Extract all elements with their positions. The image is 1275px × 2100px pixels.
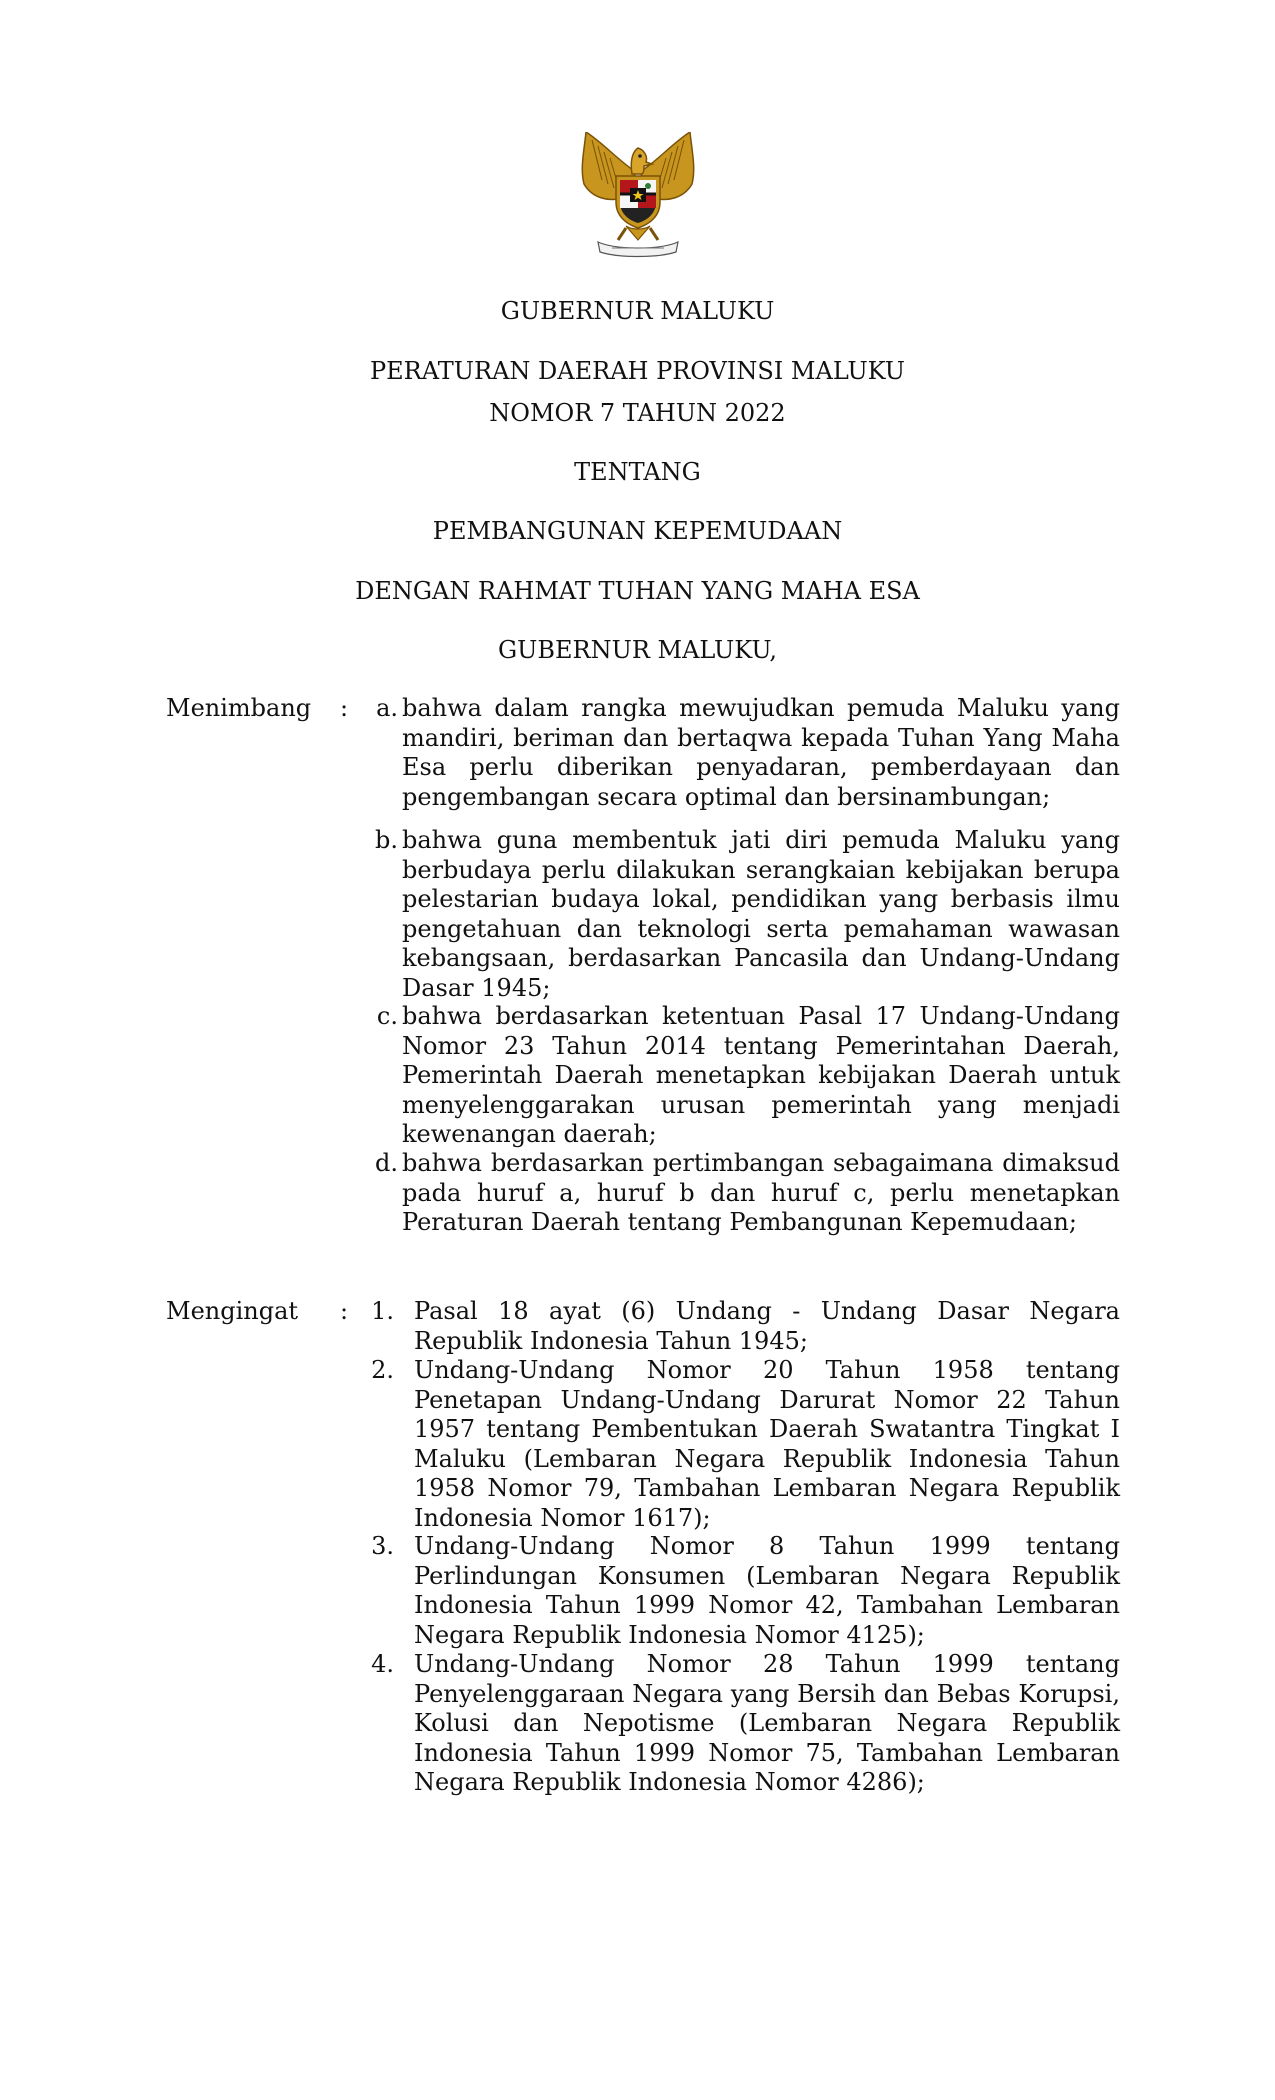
item-text: bahwa berdasarkan pertimbangan sebagaimana dimaksud pada huruf a, huruf b dan huruf c, perlu menetapkan Peraturan Daerah tentang Pembangunan Kepemudaan; <box>402 1149 1120 1236</box>
mengingat-colon: : <box>340 1297 349 1325</box>
item-marker: d. <box>375 1149 398 1177</box>
item-text: bahwa berdasarkan ketentuan Pasal 17 Undang-Undang Nomor 23 Tahun 2014 tentang Pemerintahan Daerah, Pemerintah Daerah menetapkan kebijakan Daerah untuk menyelenggarakan urusan pemerintah yang menjadi kewenangan daerah; <box>402 1002 1120 1148</box>
mengingat-label: Mengingat <box>166 1297 299 1325</box>
item-marker: 4. <box>371 1650 394 1678</box>
item-marker: 2. <box>371 1356 394 1384</box>
item-text: bahwa guna membentuk jati diri pemuda Maluku yang berbudaya perlu dilakukan serangkaian kebijakan berupa pelestarian budaya lokal, pendidikan yang berbasis ilmu pengetahuan dan teknologi serta pemahaman wawasan kebangsaan, berdasarkan Pancasila dan Undang-Undang Dasar 1945; <box>402 826 1120 1002</box>
item-text: Undang-Undang Nomor 28 Tahun 1999 tentang Penyelenggaraan Negara yang Bersih dan Bebas Korupsi, Kolusi dan Nepotisme (Lembaran Negara Republik Indonesia Tahun 1999 Nomor 75, Tambahan Lembaran Negara Republik Indonesia Nomor 4286); <box>414 1650 1120 1796</box>
item-marker: 3. <box>371 1532 394 1560</box>
item-marker: 1. <box>371 1297 394 1325</box>
issuer-heading: GUBERNUR MALUKU <box>500 297 775 325</box>
regulation-title: PERATURAN DAERAH PROVINSI MALUKU <box>370 357 905 385</box>
menimbang-label: Menimbang <box>166 694 312 722</box>
item-text: Undang-Undang Nomor 20 Tahun 1958 tentang Penetapan Undang-Undang Darurat Nomor 22 Tahun 1957 tentang Pembentukan Daerah Swatantra Tingkat I Maluku (Lembaran Negara Republik Indonesia Tahun 1958 Nomor 79, Tambahan Lembaran Negara Republik Indonesia Nomor 1617); <box>414 1356 1120 1532</box>
item-marker: a. <box>376 694 398 722</box>
item-text: bahwa dalam rangka mewujudkan pemuda Maluku yang mandiri, beriman dan bertaqwa kepada Tuhan Yang Maha Esa perlu diberikan penyadaran, pemberdayaan dan pengembangan secara optimal dan bersinambungan; <box>402 694 1120 811</box>
issuer-signature-heading: GUBERNUR MALUKU, <box>497 636 778 664</box>
preamble-line: DENGAN RAHMAT TUHAN YANG MAHA ESA <box>355 577 920 605</box>
item-marker: b. <box>375 826 398 854</box>
about-label: TENTANG <box>574 458 701 486</box>
garuda-pancasila-emblem-icon <box>572 132 704 258</box>
menimbang-colon: : <box>340 694 349 722</box>
regulation-number: NOMOR 7 TAHUN 2022 <box>489 399 786 427</box>
item-text: Pasal 18 ayat (6) Undang - Undang Dasar Negara Republik Indonesia Tahun 1945; <box>414 1297 1120 1355</box>
regulation-subject: PEMBANGUNAN KEPEMUDAAN <box>432 517 843 545</box>
item-marker: c. <box>376 1002 398 1030</box>
item-text: Undang-Undang Nomor 8 Tahun 1999 tentang Perlindungan Konsumen (Lembaran Negara Republik Indonesia Tahun 1999 Nomor 42, Tambahan Lembaran Negara Republik Indonesia Nomor 4125); <box>414 1532 1120 1649</box>
